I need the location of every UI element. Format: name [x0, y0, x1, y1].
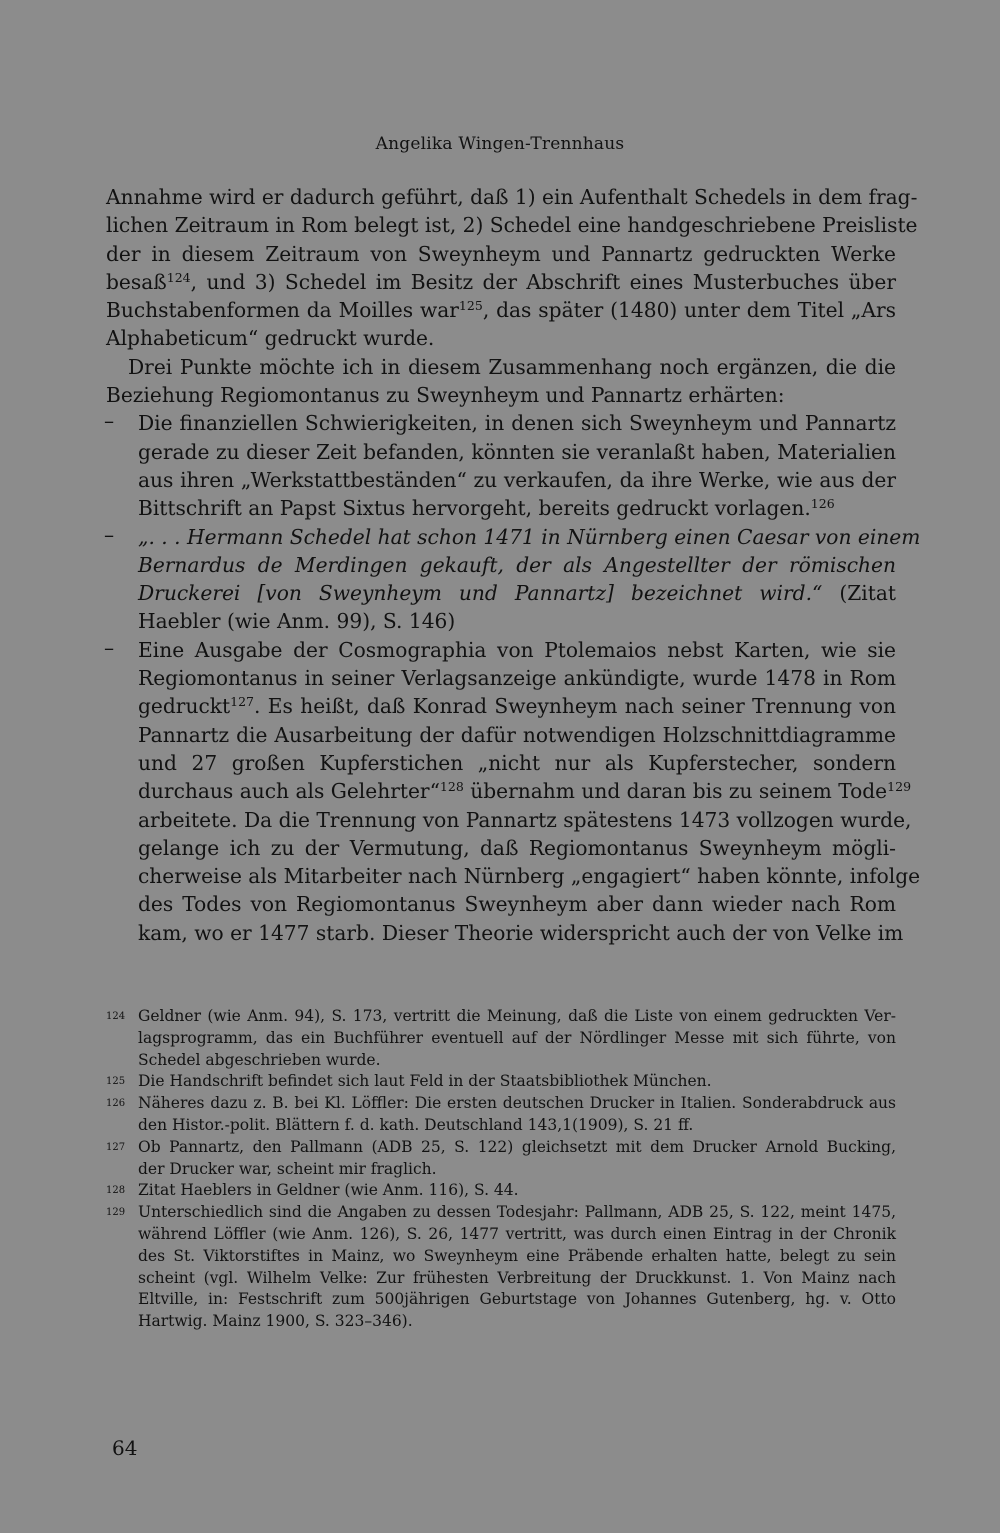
footnote-number: 128 — [106, 1185, 126, 1197]
text-line: Pannartz die Ausarbeitung der dafür notwendigen Holzschnittdiagramme — [138, 722, 896, 747]
footnote-number: 129 — [106, 1207, 126, 1219]
text-line: Buchstabenformen da Moilles war$^{125}$, das später (1480) unter dem Titel „Ars — [106, 298, 896, 323]
text-line: Beziehung Regiomontanus zu Sweynheym und Pannartz erhärten: — [106, 383, 785, 408]
footnote — [106, 1006, 896, 1071]
text-line: lichen Zeitraum in Rom belegt ist, 2) Schedel eine handgeschriebene Preisliste — [106, 213, 918, 238]
footnote-number: 127 — [106, 1141, 126, 1153]
footnote — [106, 1093, 896, 1137]
footnote-ref: 126 — [810, 496, 835, 512]
footnote-ref: 127 — [230, 694, 254, 710]
quote-line: Bernardus de Merdingen gekauft, der als Angestellter der römischen — [138, 552, 896, 577]
footnote-text: Zitat Haeblers in Geldner (wie Anm. 116), S. 44. — [138, 1181, 519, 1200]
footnote-text: der Drucker war, scheint mir fraglich. — [138, 1159, 437, 1178]
footnote-text: Schedel abgeschrieben wurde. — [138, 1050, 381, 1069]
footnote-text: des St. Viktorstiftes in Mainz, wo Sweynheym eine Präbende erhalten hatte, belegt zu sein — [138, 1246, 896, 1265]
footnote-text: Hartwig. Mainz 1900, S. 323–346). — [138, 1312, 413, 1331]
dash-marker: – — [104, 635, 115, 660]
footnote-number: 126 — [106, 1098, 126, 1110]
text-line: Druckerei [von Sweynheym und Pannartz] bezeichnet wird.“ (Zitat — [138, 581, 896, 606]
footnote-text: lagsprogramm, das ein Buchführer eventuell auf der Nördlinger Messe mit sich führte, von — [138, 1028, 896, 1047]
running-header: Angelika Wingen-Trennhaus — [375, 134, 625, 154]
text-line: durchaus auch als Gelehrter“$^{128}$ übernahm und daran bis zu seinem Tode$^{129}$ — [138, 779, 912, 804]
text-line: Bittschrift an Papst Sixtus hervorgeht, bereits gedruckt vorlagen.$^{126}$ — [138, 496, 835, 521]
text-line: arbeitete. Da die Trennung von Pannartz spätestens 1473 vollzogen wurde, — [138, 807, 912, 832]
footnote-text: Eltville, in: Festschrift zum 500jährigen Geburtstage von Johannes Gutenberg, hg. v. Otto — [138, 1290, 896, 1309]
text-line: cherweise als Mitarbeiter nach Nürnberg „engagiert“ haben könnte, infolge — [138, 864, 921, 889]
footnotes — [106, 1006, 896, 1333]
footnote-number: 125 — [106, 1076, 126, 1088]
footnote-text: Näheres dazu z. B. bei Kl. Löffler: Die ersten deutschen Drucker in Italien. Sonderabdruck aus — [138, 1094, 896, 1113]
footnote-text: scheint (vgl. Wilhelm Velke: Zur frühesten Verbreitung der Druckkunst. 1. Von Mainz nach — [138, 1268, 896, 1287]
footnote-text: Unterschiedlich sind die Angaben zu dessen Todesjahr: Pallmann, ADB 25, S. 122, meint 1475, — [138, 1203, 896, 1222]
text-line: gedruckt$^{127}$. Es heißt, daß Konrad Sweynheym nach seiner Trennung von — [138, 694, 896, 719]
footnote-text: Geldner (wie Anm. 94), S. 173, vertritt die Meinung, daß die Liste von einem gedruckten Ver- — [138, 1007, 896, 1025]
dash-item — [106, 409, 896, 522]
footnote-text: während Löffler (wie Anm. 126), S. 26, 1477 vertritt, was durch einen Eintrag in der Chronik — [138, 1224, 896, 1243]
text-line: Alphabeticum“ gedruckt wurde. — [106, 326, 435, 351]
text-line: kam, wo er 1477 starb. Dieser Theorie widerspricht auch der von Velke im — [138, 920, 904, 945]
text-line: besaß$^{124}$, und 3) Schedel im Besitz der Abschrift eines Musterbuches über — [106, 269, 896, 294]
text-line: Haebler (wie Anm. 99), S. 146) — [138, 609, 456, 634]
dash-marker: – — [104, 409, 115, 434]
text-line: Annahme wird er dadurch geführt, daß 1) ein Aufenthalt Schedels in dem frag- — [106, 185, 918, 209]
text-line: Eine Ausgabe der Cosmographia von Ptolemaios nebst Karten, wie sie — [138, 637, 896, 662]
text-line: Die finanziellen Schwierigkeiten, in denen sich Sweynheym und Pannartz — [138, 411, 896, 436]
footnote — [106, 1180, 896, 1202]
main-text — [104, 183, 921, 947]
quote-line: „. . . Hermann Schedel hat schon 1471 in Nürnberg einen Caesar von einem — [138, 524, 921, 549]
footnote-number: 124 — [106, 1011, 126, 1022]
text-line: aus ihren „Werkstattbeständen“ zu verkaufen, da ihre Werke, wie aus der — [138, 467, 896, 492]
footnote-ref: 124 — [166, 270, 191, 286]
dash-item — [104, 522, 921, 636]
footnote-text: den Histor.-polit. Blättern f. d. kath. Deutschland 143,1(1909), S. 21 ff. — [138, 1115, 694, 1134]
footnote-ref: 129 — [887, 779, 912, 795]
footnote-text: Die Handschrift befindet sich laut Feld in der Staatsbibliothek München. — [138, 1072, 712, 1091]
footnote-text: Ob Pannartz, den Pallmann (ADB 25, S. 122) gleichsetzt mit dem Drucker Arnold Bucking, — [138, 1137, 896, 1156]
footnote — [106, 1202, 896, 1333]
text-line: Regiomontanus in seiner Verlagsanzeige ankündigte, wurde 1478 in Rom — [138, 666, 896, 691]
footnote-ref: 125 — [458, 298, 483, 314]
text-line: der in diesem Zeitraum von Sweynheym und Pannartz gedruckten Werke — [106, 241, 896, 266]
dash-marker: – — [104, 522, 115, 547]
text-line: des Todes von Regiomontanus Sweynheym aber dann wieder nach Rom — [138, 892, 896, 917]
text-line: und 27 großen Kupferstichen „nicht nur als Kupferstecher, sondern — [138, 750, 896, 775]
footnote — [106, 1137, 896, 1181]
text-line: gelange ich zu der Vermutung, daß Regiomontanus Sweynheym mögli- — [138, 835, 896, 860]
footnote — [106, 1071, 896, 1093]
text-line: Drei Punkte möchte ich in diesem Zusammenhang noch ergänzen, die die — [128, 354, 896, 379]
footnote-ref: 128 — [439, 779, 464, 795]
page-number: 64 — [112, 1436, 138, 1460]
dash-item — [104, 635, 912, 806]
text-line: gerade zu dieser Zeit befanden, könnten sie veranlaßt haben, Materialien — [138, 439, 896, 464]
